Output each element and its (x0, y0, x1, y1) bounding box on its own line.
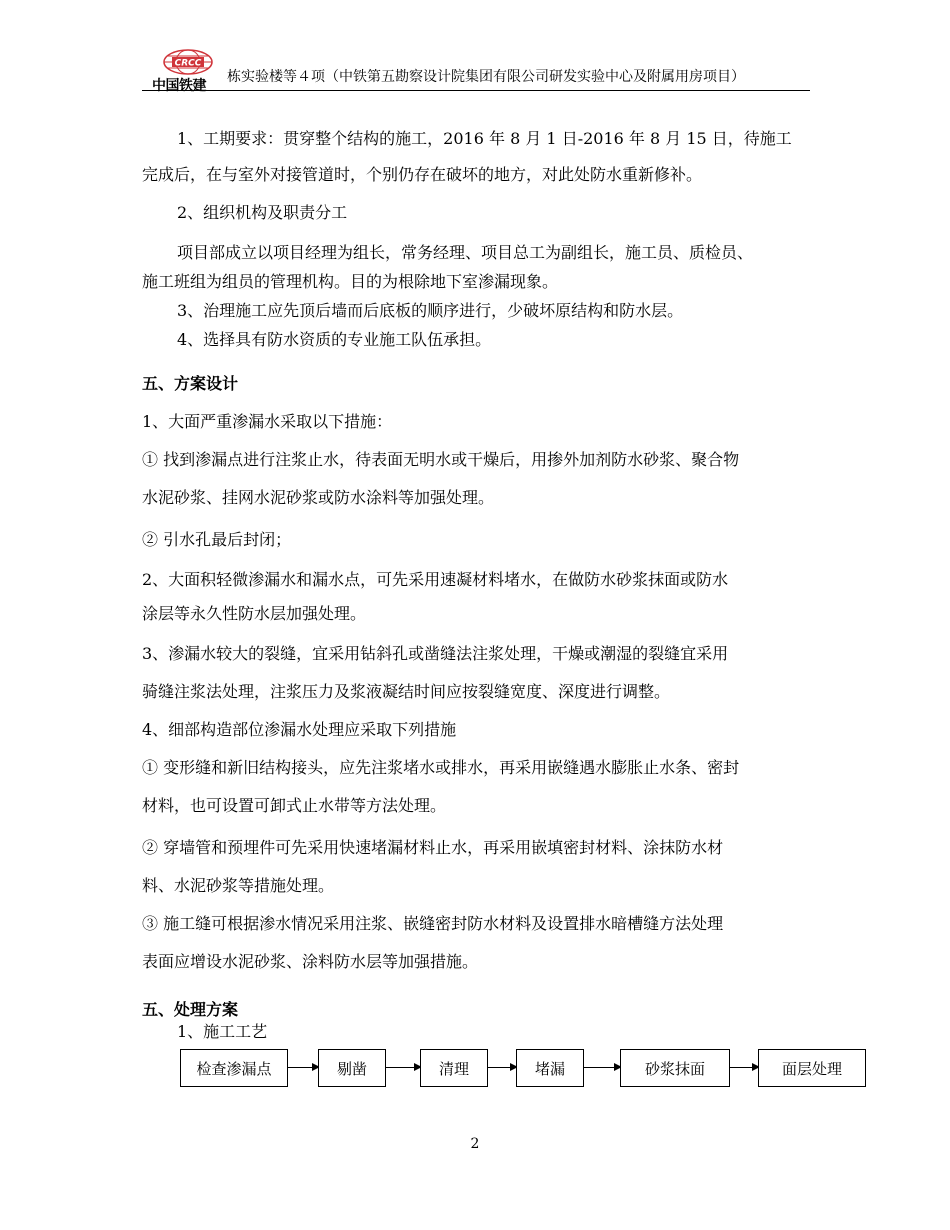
header-rule (142, 90, 810, 91)
text-line: 材料，也可设置可卸式止水带等方法处理。 (142, 796, 447, 815)
section-heading: 五、处理方案 (142, 1000, 239, 1019)
flow-step-clean: 清理 (420, 1049, 488, 1087)
page-number: 2 (470, 1136, 480, 1152)
text-line: 2、组织机构及职责分工 (177, 203, 348, 222)
flow-step-check-leak: 检查渗漏点 (180, 1049, 288, 1087)
text-line: 水泥砂浆、挂网水泥砂浆或防水涂料等加强处理。 (142, 488, 495, 507)
text-line: 3、治理施工应先顶后墙而后底板的顺序进行，少破坏原结构和防水层。 (177, 301, 684, 320)
flow-step-plug: 堵漏 (516, 1049, 584, 1087)
header-title: 栋实验楼等４项（中铁第五勘察设计院集团有限公司研发实验中心及附属用房项目） (227, 69, 745, 85)
section-heading: 五、方案设计 (142, 374, 239, 393)
text-line: 2、大面积轻微渗漏水和漏水点，可先采用速凝材料堵水，在做防水砂浆抹面或防水 (142, 570, 729, 589)
text-line: 1、大面严重渗漏水采取以下措施： (142, 412, 393, 431)
text-line: 骑缝注浆法处理，注浆压力及浆液凝结时间应按裂缝宽度、深度进行调整。 (142, 682, 671, 701)
text-line: 1、工期要求：贯穿整个结构的施工，2016 年 8 月 1 日-2016 年 8 月 15 日，待施工 (177, 129, 792, 148)
text-line: ① 找到渗漏点进行注浆止水，待表面无明水或干燥后，用掺外加剂防水砂浆、聚合物 (142, 450, 740, 469)
text-line: ① 变形缝和新旧结构接头，应先注浆堵水或排水，再采用嵌缝遇水膨胀止水条、密封 (142, 758, 740, 777)
text-line: 施工班组为组员的管理机构。目的为根除地下室渗漏现象。 (142, 272, 559, 291)
text-line: 表面应增设水泥砂浆、涂料防水层等加强措施。 (142, 952, 479, 971)
text-line: ② 穿墙管和预埋件可先采用快速堵漏材料止水，再采用嵌填密封材料、涂抹防水材 (142, 838, 724, 857)
flow-arrow (288, 1067, 318, 1068)
text-line: 4、选择具有防水资质的专业施工队伍承担。 (177, 330, 492, 349)
text-line: 4、细部构造部位渗漏水处理应采取下列措施 (142, 720, 457, 739)
text-line: 3、渗漏水较大的裂缝，宜采用钻斜孔或凿缝法注浆处理，干燥或潮湿的裂缝宜采用 (142, 644, 729, 663)
flow-arrow (730, 1067, 758, 1068)
logo-text: 中国铁建 (152, 78, 206, 94)
text-line: 料、水泥砂浆等措施处理。 (142, 876, 335, 895)
text-line: 1、施工工艺 (177, 1022, 268, 1041)
text-line: 项目部成立以项目经理为组长，常务经理、项目总工为副组长，施工员、质检员、 (177, 243, 754, 262)
flow-step-mortar: 砂浆抹面 (620, 1049, 730, 1087)
crcc-globe-icon (150, 48, 228, 78)
flow-arrow (386, 1067, 420, 1068)
flow-step-chisel: 剔凿 (318, 1049, 386, 1087)
flow-step-surface: 面层处理 (758, 1049, 866, 1087)
text-line: 涂层等永久性防水层加强处理。 (142, 604, 367, 623)
text-line: ③ 施工缝可根据渗水情况采用注浆、嵌缝密封防水材料及设置排水暗槽缝方法处理 (142, 914, 724, 933)
flow-arrow (488, 1067, 516, 1068)
logo-badge: CRCC (174, 58, 202, 69)
company-logo (150, 48, 228, 92)
text-line: 完成后，在与室外对接管道时，个别仍存在破坏的地方，对此处防水重新修补。 (142, 165, 703, 184)
flow-arrow (584, 1067, 620, 1068)
text-line: ② 引水孔最后封闭； (142, 530, 292, 549)
